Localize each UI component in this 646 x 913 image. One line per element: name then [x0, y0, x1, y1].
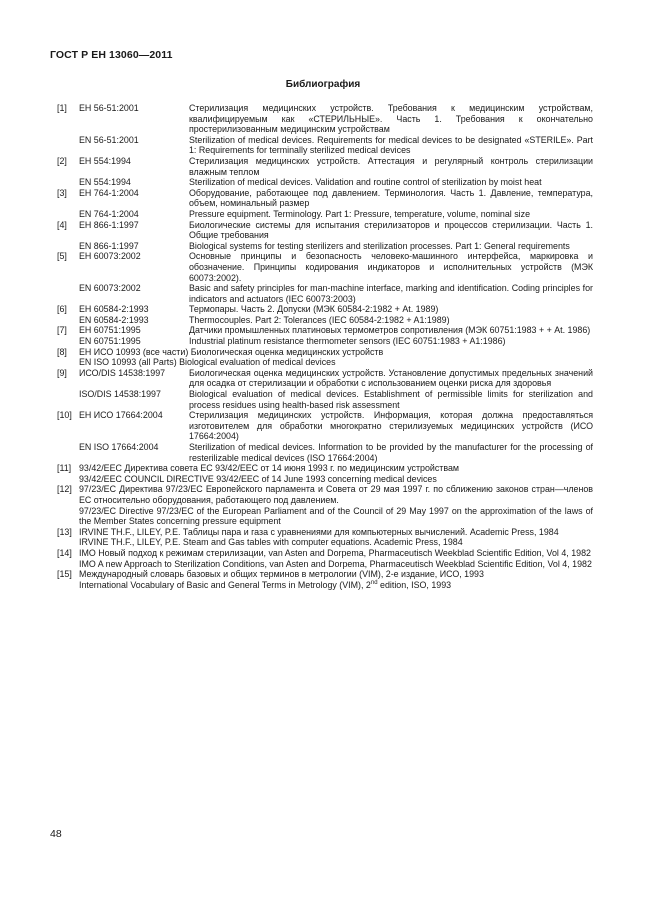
- bib-entry-13-en: [79, 537, 593, 548]
- entry-text-en: Biological evaluation of medical devices. Establishment of permissible limits for sterilization and process residues using health-based risk assessment: [189, 389, 593, 410]
- entry-number: [15]: [57, 569, 72, 580]
- entry-number: [14]: [57, 547, 72, 558]
- bib-entry-2: [57, 156, 593, 177]
- entry-text: ЕН ИСО 10993 (все части) Биологическая оценка медицинских устройств: [79, 346, 384, 357]
- entry-number: [7]: [57, 325, 67, 336]
- bib-entry-8: [57, 347, 593, 358]
- bib-entry-4-en: [79, 241, 593, 252]
- standard-code: ЕН 60073:2002: [79, 251, 141, 262]
- section-title: Библиография: [285, 79, 361, 90]
- bib-entry-11: [57, 463, 593, 474]
- standard-code: ЕН 866-1:1997: [79, 219, 139, 230]
- entry-number: [4]: [57, 219, 67, 230]
- entry-number: [11]: [57, 463, 72, 474]
- entry-text-en: IRVINE TH.F., LILEY, P.E. Steam and Gas tables with computer equations. Academic Press, 1984: [79, 537, 463, 548]
- bib-entry-15: [57, 569, 593, 580]
- bib-entry-9: [57, 368, 593, 389]
- entry-text-en: Basic and safety principles for man-machine interface, marking and identification. Coding principles for indicators and actuators (IEC 60073:2003): [189, 283, 593, 304]
- entry-number: [10]: [57, 410, 72, 421]
- entry-text: Биологические системы для испытания стерилизаторов и процессов стерилизации. Часть 1. Общие требования: [189, 219, 593, 241]
- standard-code-en: EN 764-1:2004: [79, 208, 139, 219]
- entry-number: [13]: [57, 526, 72, 537]
- bib-entry-6-en: [79, 315, 593, 326]
- document-header: ГОСТ Р ЕН 13060—2011: [50, 49, 173, 61]
- entry-text-en: EN ISO 10993 (all Parts) Biological evaluation of medical devices: [79, 357, 336, 368]
- entry-text-en: Sterilization of medical devices. Validation and routine control of sterilization by moist heat: [189, 177, 542, 188]
- standard-code: ЕН ИСО 17664:2004: [79, 410, 163, 421]
- bib-entry-11-en: [79, 474, 593, 485]
- entry-number: [6]: [57, 304, 67, 315]
- standard-code-en: EN 60073:2002: [79, 283, 141, 294]
- entry-text: Биологическая оценка медицинских устройств. Установление допустимых предельных значений для осадка от стерилизации и обработки с использованием оценки риска для здоровья: [189, 367, 593, 389]
- bib-entry-7-en: [79, 336, 593, 347]
- bib-entry-12-en: [79, 506, 593, 527]
- bib-entry-15-en: [79, 580, 593, 591]
- bib-entry-2-en: [79, 177, 593, 188]
- standard-code: ЕН 554:1994: [79, 155, 131, 166]
- entry-text-en: Industrial platinum resistance thermometer sensors (IEC 60751:1983 + A1:1986): [189, 336, 506, 347]
- entry-text-en: 93/42/ЕЕС COUNCIL DIRECTIVE 93/42/EEC of 14 June 1993 concerning medical devices: [79, 473, 437, 484]
- entry-text-en: Sterilization of medical devices. Information to be provided by the manufacturer for the processing of resterilizable medical devices (ISO 17664:2004): [189, 442, 593, 463]
- entry-text-en-tail: edition, ISO, 1993: [377, 579, 452, 590]
- superscript-nd: nd: [370, 579, 378, 586]
- bib-entry-13: [57, 527, 593, 538]
- entry-text-en: Pressure equipment. Terminology. Part 1: Pressure, temperature, volume, nominal size: [189, 208, 531, 219]
- standard-code: ЕН 60584-2:1993: [79, 304, 149, 315]
- entry-text-en: Thermocouples. Part 2: Tolerances (IEC 60584-2:1982 + A1:1989): [189, 314, 450, 325]
- entry-number: [2]: [57, 155, 67, 166]
- standard-code-en: EN ISO 17664:2004: [79, 442, 159, 452]
- bib-entry-3: [57, 188, 593, 209]
- entry-text: IRVINE TH.F., LILEY, P.E. Таблицы пара и газа с уравнениями для компьютерных вычислений. Academic Press, 1984: [79, 526, 559, 537]
- entry-number: [12]: [57, 484, 72, 495]
- bib-entry-1: [57, 103, 593, 135]
- entry-number: [3]: [57, 187, 67, 198]
- bib-entry-3-en: [79, 209, 593, 220]
- standard-code: ЕН 60751:1995: [79, 325, 141, 336]
- bib-entry-9-en: [79, 389, 593, 410]
- entry-text: 93/42/ЕЕС Директива совета ЕС 93/42/ЕЕС от 14 июня 1993 г. по медицинским устройствам: [79, 463, 460, 474]
- standard-code: ИСО/DIS 14538:1997: [79, 367, 166, 378]
- bib-entry-14: [57, 548, 593, 559]
- entry-text: Стерилизация медицинских устройств. Информация, которая должна предоставляться изготовителем для обработки многократно стерилизуемых медицинских устройств (ИСО 17664:2004): [189, 410, 593, 442]
- entry-number: [8]: [57, 346, 67, 357]
- entry-text-en: IMO A new Approach to Sterilization Conditions, van Asten and Dorpema, Pharmaceutisch Weekblad Scientific Edition, Vol 4, 1982: [79, 558, 592, 569]
- bib-entry-1-en: [79, 135, 593, 156]
- bib-entry-5: [57, 251, 593, 283]
- entry-text-en: Sterilization of medical devices. Requirements for medical devices to be designated «STERILE». Part 1: Requirements for terminally sterilized medical devices: [189, 134, 593, 156]
- bib-entry-4: [57, 220, 593, 241]
- standard-code-en: EN 866-1:1997: [79, 240, 139, 251]
- entry-text-en: International Vocabulary of Basic and General Terms in Metrology (VIM), 2: [79, 579, 371, 590]
- entry-text: Международный словарь базовых и общих терминов в метрологии (VIM), 2-е издание, ИСО, 1993: [79, 569, 484, 580]
- bib-entry-5-en: [79, 283, 593, 304]
- entry-text: Датчики промышленных платиновых термометров сопротивления (МЭК 60751:1983 + + At. 1986): [189, 325, 591, 336]
- standard-code: ЕН 764-1:2004: [79, 187, 139, 198]
- entry-number: [5]: [57, 251, 67, 262]
- entry-text-en: Biological systems for testing sterilizers and sterilization processes. Part 1: General requirements: [189, 240, 570, 251]
- bib-entry-6: [57, 304, 593, 315]
- entry-text: Основные принципы и безопасность человеко-машинного интерфейса, маркировка и обозначение. Принципы кодирования индикаторов и исполнительных устройств (МЭК 60073:2002).: [189, 251, 593, 283]
- entry-text: IMO Новый подход к режимам стерилизации, van Asten and Dorpema, Pharmaceutisch Weekblad Scientific Edition, Vol 4, 1982: [79, 547, 591, 558]
- standard-code: ЕН 56-51:2001: [79, 103, 139, 113]
- entry-number: [9]: [57, 367, 67, 378]
- bib-entry-14-en: [79, 559, 593, 570]
- bib-entry-10-en: [79, 442, 593, 463]
- bib-entry-7: [57, 325, 593, 336]
- entry-number: [1]: [57, 103, 67, 113]
- entry-text: Стерилизация медицинских устройств. Требования к медицинским устройствам, квалифицируемым как «СТЕРИЛЬНЫЕ». Часть 1. Требования к окончательно простерилизованным медицинским устройствам: [189, 103, 593, 135]
- entry-text: Оборудование, работающее под давлением. Терминология. Часть 1. Давление, температура, объем, номинальный размер: [189, 187, 593, 209]
- page-number: 48: [50, 828, 62, 840]
- standard-code-en: ISO/DIS 14538:1997: [79, 389, 161, 400]
- entry-text: Термопары. Часть 2. Допуски (МЭК 60584-2:1982 + At. 1989): [189, 304, 439, 315]
- standard-code-en: EN 60751:1995: [79, 336, 141, 347]
- standard-code-en: EN 554:1994: [79, 177, 131, 188]
- entry-text: Стерилизация медицинских устройств. Аттестация и регулярный контроль стерилизации влажным теплом: [189, 155, 593, 177]
- entry-text: 97/23/ЕС Директива 97/23/ЕС Европейского парламента и Совета от 29 мая 1997 г. по сближению законов стран—членов ЕС относительно оборудования, работающего под давлением.: [79, 484, 593, 505]
- bib-entry-8-en: [79, 357, 593, 368]
- standard-code-en: EN 56-51:2001: [79, 134, 139, 145]
- bib-entry-10: [57, 410, 593, 442]
- bib-entry-12: [57, 484, 593, 505]
- entry-text-en: 97/23/ЕС Directive 97/23/EC of the European Parliament and of the Council of 29 May 1997 on the approximation of the laws of the Member States concerning pressure equipment: [79, 505, 593, 527]
- standard-code-en: EN 60584-2:1993: [79, 314, 149, 325]
- bibliography-list: [57, 103, 593, 590]
